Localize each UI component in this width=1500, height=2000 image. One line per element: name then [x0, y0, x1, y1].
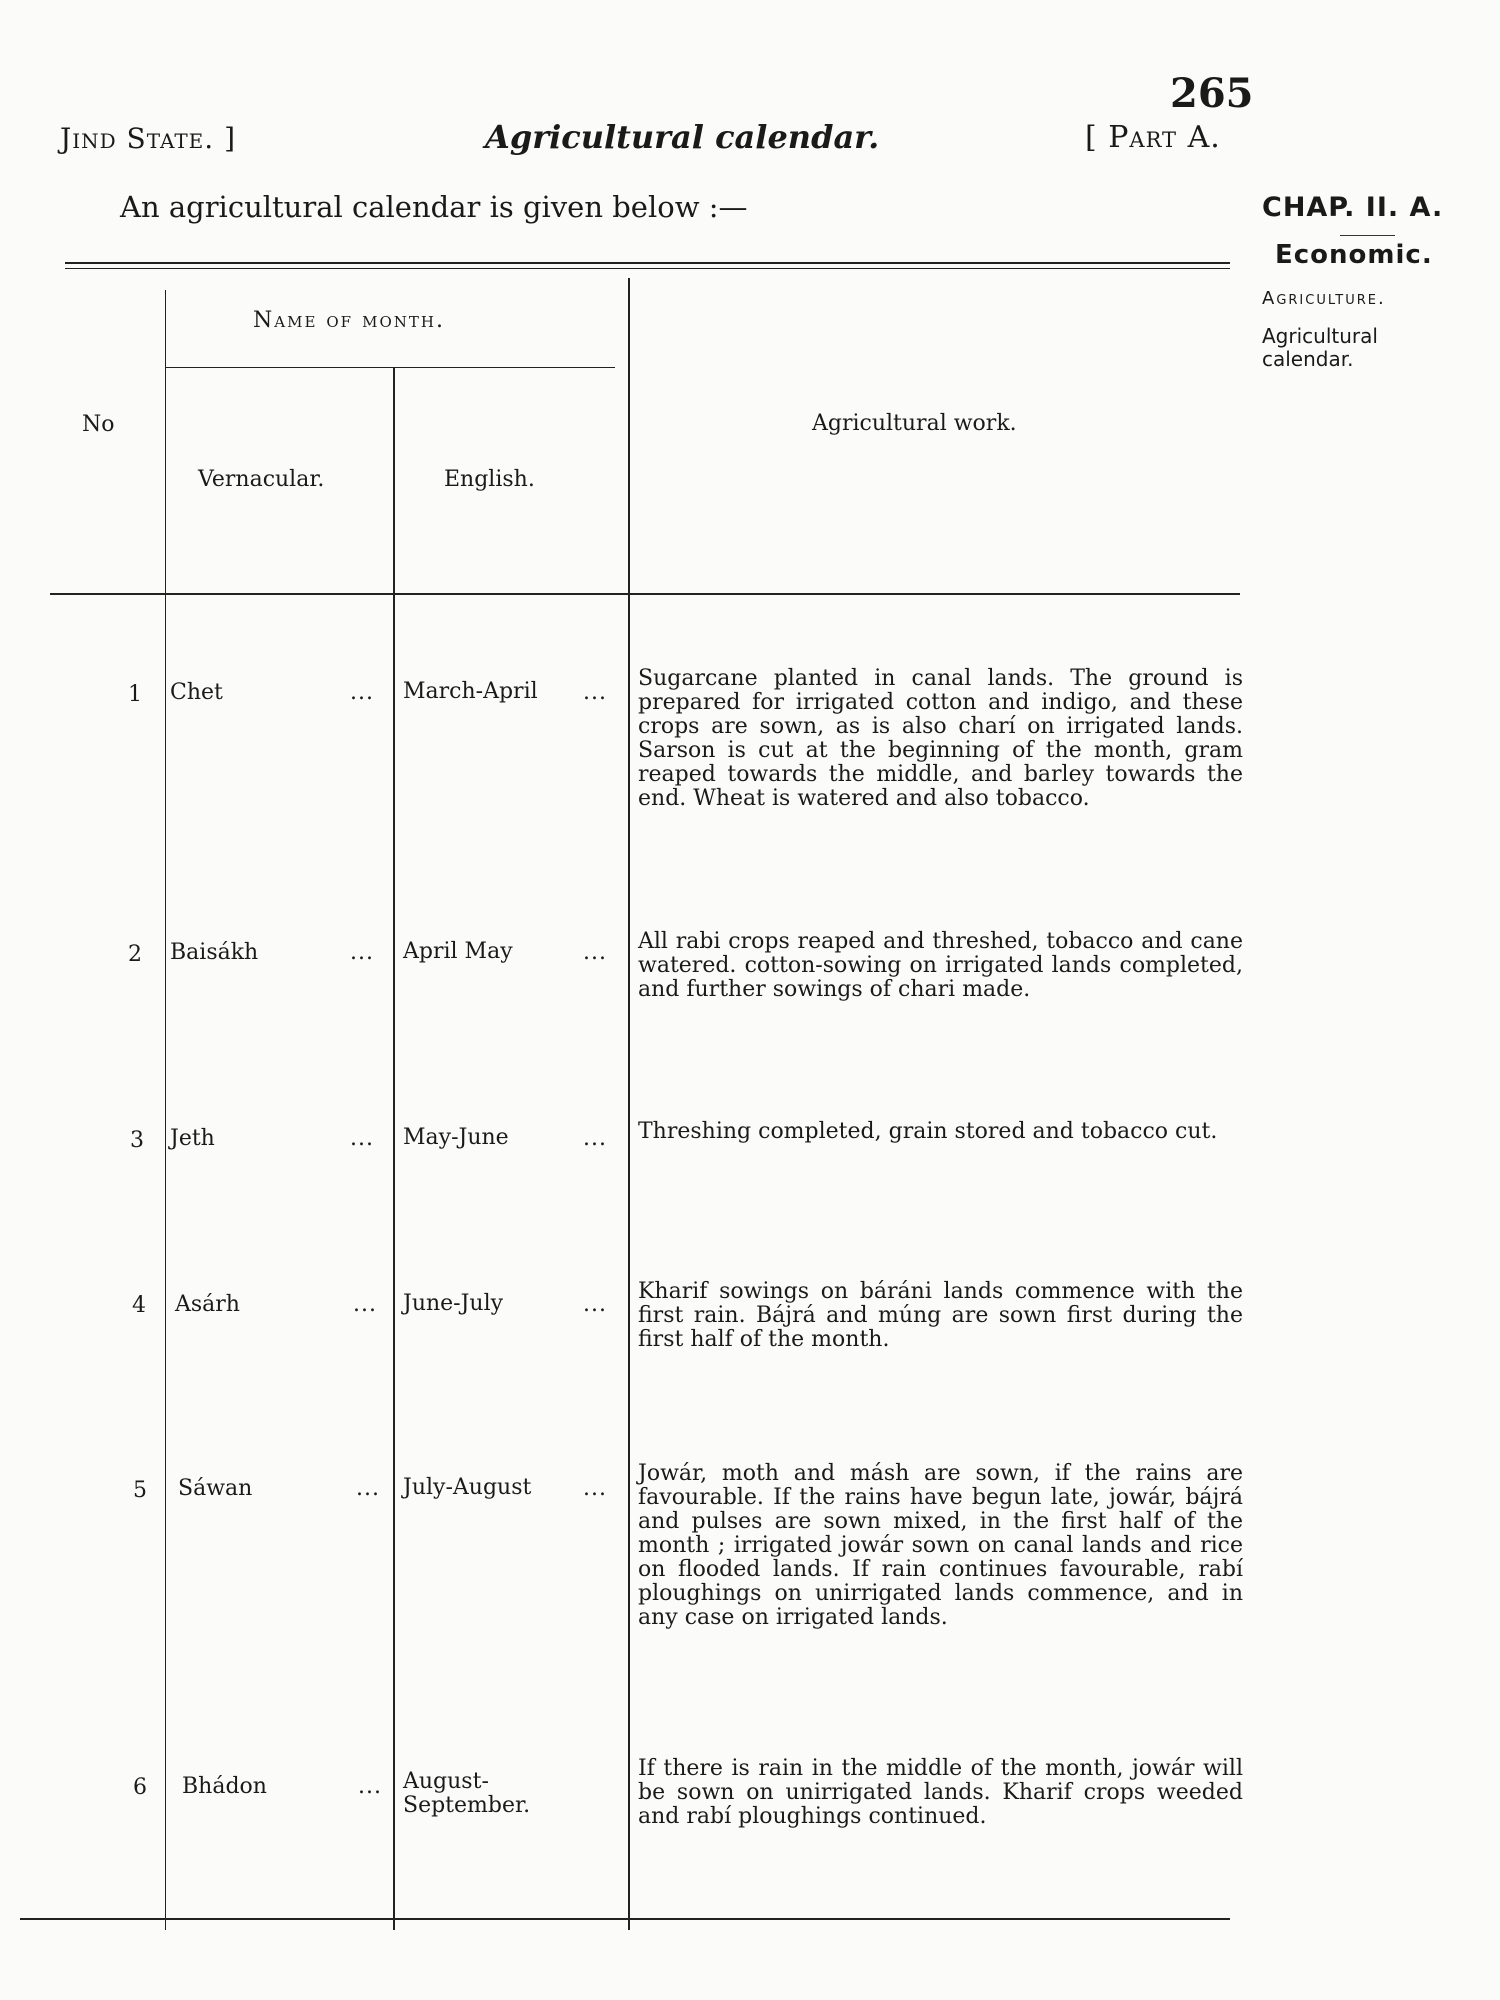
header-agricultural-work: Agricultural work.	[812, 411, 1017, 436]
row-5-ellipsis-b: ...	[583, 1476, 607, 1501]
row-6-english: August-September.	[403, 1769, 531, 1818]
column-divider-vernacular	[393, 367, 395, 1930]
row-3-no: 3	[130, 1128, 144, 1153]
row-3-work: Threshing completed, grain stored and tobacco cut.	[638, 1119, 1218, 1144]
table-top-rule-2	[65, 268, 1230, 269]
row-3-vernacular: Jeth	[170, 1126, 215, 1151]
row-1-english: March-April	[403, 679, 538, 704]
row-4-english: June-July	[403, 1291, 504, 1316]
row-4-ellipsis-b: ...	[583, 1292, 607, 1317]
column-divider-no	[165, 290, 166, 1930]
header-bottom-rule	[50, 593, 1240, 595]
row-1-ellipsis-b: ...	[583, 680, 607, 705]
row-2-no: 2	[128, 942, 142, 967]
page-number: 265	[1170, 70, 1254, 117]
table-top-rule	[65, 262, 1230, 264]
row-1-ellipsis-a: ...	[350, 680, 374, 705]
row-1-no: 1	[128, 682, 142, 707]
row-2-vernacular: Baisákh	[170, 940, 259, 965]
table-bottom-rule	[20, 1918, 1230, 1920]
row-6-no: 6	[133, 1775, 147, 1800]
row-4-work: Kharif sowings on báráni lands commence with the first rain. Bájrá and múng are sown first during the first half of the month.	[638, 1279, 1243, 1352]
row-3-ellipsis-a: ...	[350, 1126, 374, 1151]
intro-sentence: An agricultural calendar is given below :—	[120, 190, 748, 224]
sidenote-subsection: Agriculture.	[1262, 288, 1386, 309]
row-2-ellipsis-a: ...	[350, 940, 374, 965]
sidenote-chapter: CHAP. II. A.	[1262, 192, 1444, 223]
running-header-right: [ Part A.	[1085, 120, 1221, 155]
row-1-vernacular: Chet	[170, 680, 223, 705]
header-vernacular: Vernacular.	[198, 467, 325, 492]
sidenote-section: Economic.	[1275, 240, 1433, 270]
row-6-vernacular: Bhádon	[182, 1774, 267, 1799]
row-2-ellipsis-b: ...	[583, 940, 607, 965]
row-4-no: 4	[132, 1293, 146, 1318]
running-header-left: Jind State. ]	[60, 122, 237, 155]
row-1-work: Sugarcane planted in canal lands. The ground is prepared for irrigated cotton and indigo, and these crops are sown, as is also charí on irrigated lands. Sarson is cut at the beginning of the month, gram reaped towards the middle, and barley towards the end. Wheat is watered and also tobacco.	[638, 666, 1243, 811]
row-5-work: Jowár, moth and másh are sown, if the rains are favourable. If the rains have begun late, jowár, bájrá and pulses are sown mixed, in the first half of the month ; irrigated jowár sown on canal lands and rice on flooded lands. If rain continues favourable, rabí ploughings on unirrigated lands commence, and in any case on irrigated lands.	[638, 1461, 1243, 1630]
row-5-ellipsis-a: ...	[356, 1476, 380, 1501]
row-3-ellipsis-b: ...	[583, 1126, 607, 1151]
row-6-work: If there is rain in the middle of the month, jowár will be sown on unirrigated lands. Kharif crops weeded and rabí ploughings continued.	[638, 1756, 1243, 1829]
row-5-no: 5	[133, 1478, 147, 1503]
row-4-vernacular: Asárh	[175, 1292, 240, 1317]
row-5-vernacular: Sáwan	[178, 1476, 253, 1501]
column-divider-english	[628, 278, 630, 1930]
running-header-title: Agricultural calendar.	[485, 118, 880, 156]
sidenote-topic: Agricultural calendar.	[1262, 324, 1378, 371]
header-no: No	[82, 412, 115, 437]
name-of-month-rule	[165, 367, 615, 368]
sidenote-rule	[1340, 235, 1395, 236]
header-english: English.	[444, 467, 535, 492]
row-4-ellipsis-a: ...	[353, 1292, 377, 1317]
header-name-of-month: Name of month.	[253, 308, 445, 333]
row-2-work: All rabi crops reaped and threshed, tobacco and cane watered. cotton-sowing on irrigated lands completed, and further sowings of chari made.	[638, 929, 1243, 1002]
row-3-english: May-June	[403, 1125, 509, 1150]
row-6-ellipsis-a: ...	[358, 1774, 382, 1799]
row-2-english: April May	[403, 939, 513, 964]
row-5-english: July-August	[403, 1475, 532, 1500]
